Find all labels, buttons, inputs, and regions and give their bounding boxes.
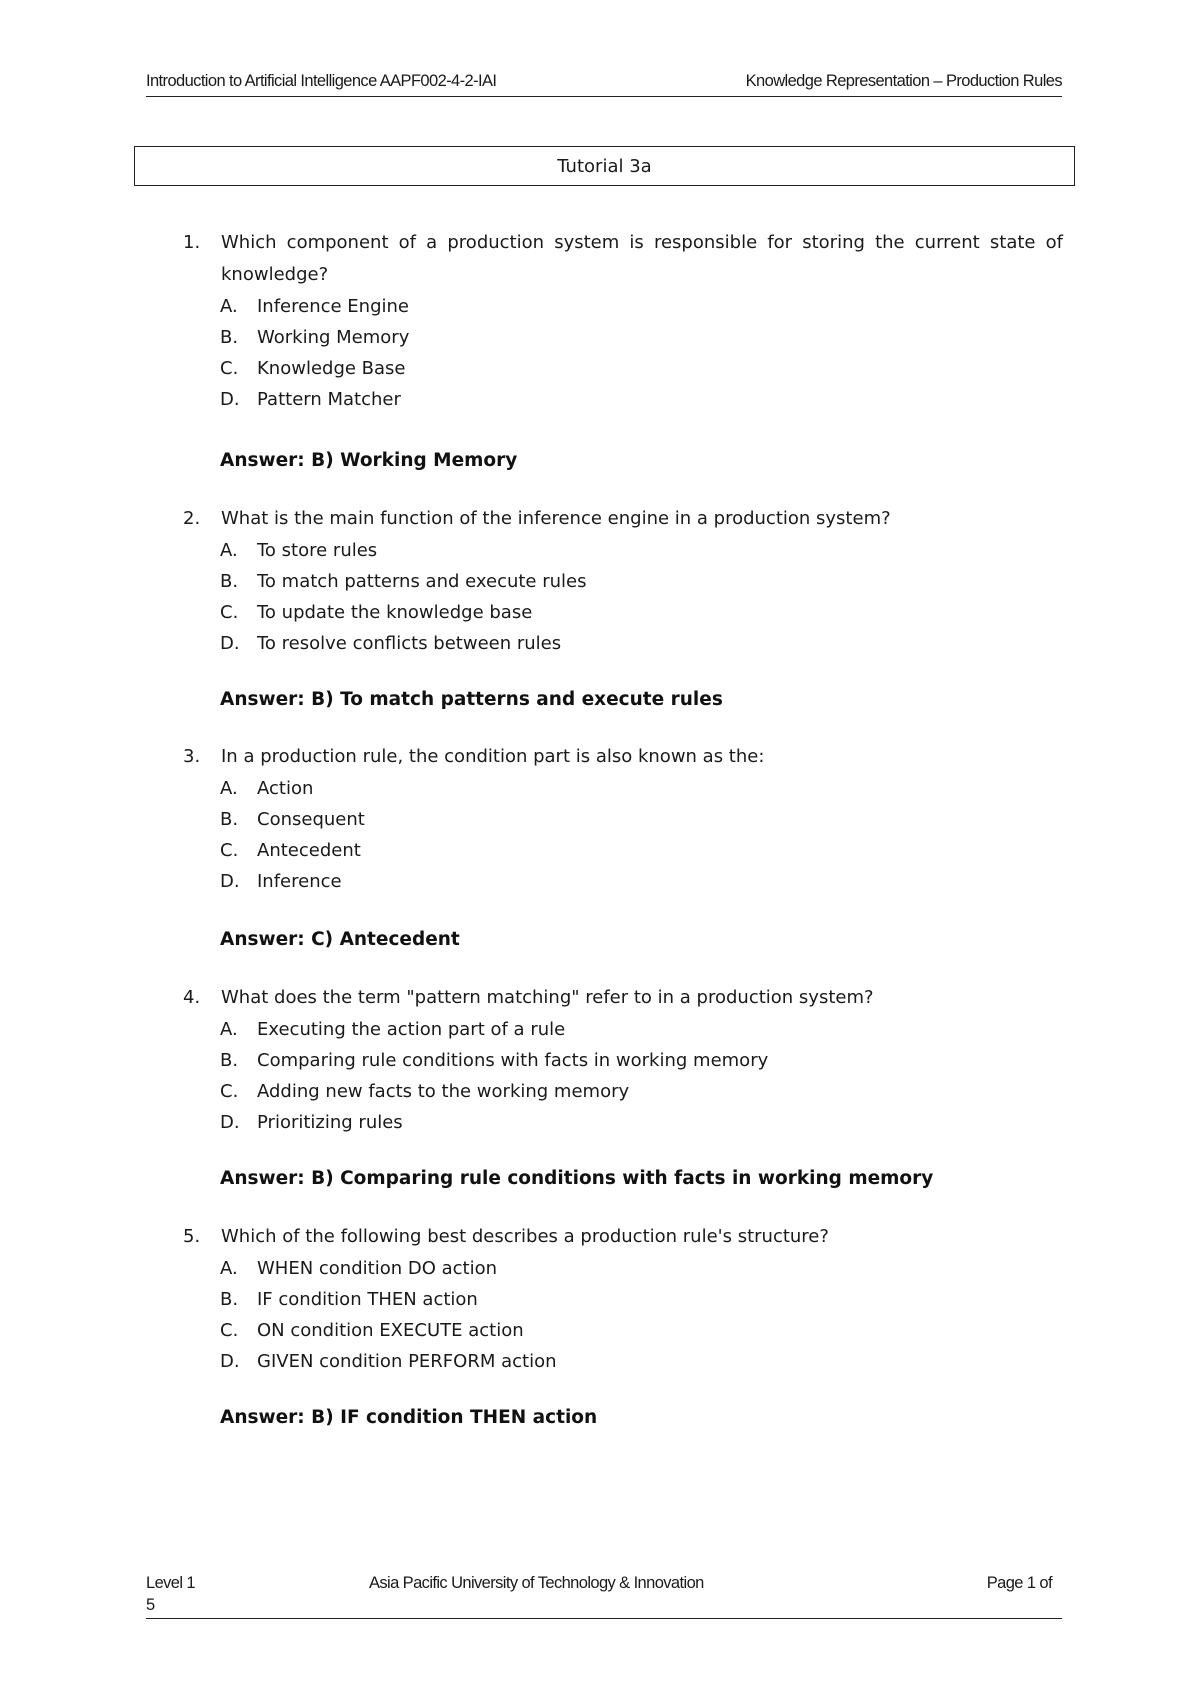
question-stem	[183, 982, 1063, 1014]
option-letter: A.	[220, 778, 238, 799]
option-d	[183, 384, 1063, 415]
option-d	[183, 1346, 1063, 1377]
option-b	[183, 566, 1063, 597]
option-d	[183, 1107, 1063, 1138]
option-letter: B.	[220, 1050, 239, 1071]
option-text: WHEN condition DO action	[257, 1258, 497, 1279]
option-letter: A.	[220, 1258, 238, 1279]
question-4	[183, 982, 1063, 1138]
question-text: What does the term "pattern matching" refer to in a production system?	[221, 987, 874, 1008]
option-d	[183, 628, 1063, 659]
option-c	[183, 835, 1063, 866]
option-letter: C.	[220, 602, 239, 623]
option-letter: B.	[220, 1289, 239, 1310]
option-text: To store rules	[257, 540, 378, 561]
option-text: Pattern Matcher	[257, 389, 401, 410]
footer-level-number: 5	[146, 1596, 155, 1614]
answer-4: Answer: B) Comparing rule conditions with facts in working memory	[220, 1168, 934, 1189]
option-text: Inference	[257, 871, 342, 892]
option-letter: C.	[220, 358, 239, 379]
option-text: Executing the action part of a rule	[257, 1019, 566, 1040]
answer-5: Answer: B) IF condition THEN action	[220, 1407, 598, 1428]
option-letter: C.	[220, 1081, 239, 1102]
option-b	[183, 1284, 1063, 1315]
option-text: ON condition EXECUTE action	[257, 1320, 524, 1341]
footer-level: Level 1	[146, 1574, 196, 1592]
option-text: IF condition THEN action	[257, 1289, 478, 1310]
tutorial-title-box	[134, 146, 1075, 186]
question-text: Which component of a production system is responsible for storing the current state of knowledge?	[221, 232, 1063, 285]
option-a	[183, 291, 1063, 322]
option-b	[183, 1045, 1063, 1076]
footer-institution: Asia Pacific University of Technology & Innovation	[369, 1574, 704, 1592]
question-number: 1.	[183, 232, 201, 253]
option-c	[183, 1076, 1063, 1107]
question-5	[183, 1221, 1063, 1377]
option-letter: A.	[220, 1019, 238, 1040]
question-text: Which of the following best describes a production rule's structure?	[221, 1226, 829, 1247]
option-letter: D.	[220, 1351, 240, 1372]
option-a	[183, 773, 1063, 804]
option-a	[183, 1014, 1063, 1045]
question-3	[183, 741, 1063, 897]
question-text: In a production rule, the condition part is also known as the:	[221, 746, 765, 767]
question-2	[183, 503, 1063, 659]
question-stem	[183, 227, 1063, 291]
tutorial-title: Tutorial 3a	[557, 155, 652, 177]
option-text: To match patterns and execute rules	[257, 571, 587, 592]
question-text: What is the main function of the inference engine in a production system?	[221, 508, 891, 529]
option-text: Action	[257, 778, 314, 799]
option-text: Inference Engine	[257, 296, 409, 317]
header-topic: Knowledge Representation – Production Rules	[745, 72, 1062, 90]
question-number: 3.	[183, 746, 201, 767]
option-letter: D.	[220, 1112, 240, 1133]
option-text: Working Memory	[257, 327, 410, 348]
option-text: Prioritizing rules	[257, 1112, 403, 1133]
option-c	[183, 597, 1063, 628]
page-footer	[146, 1572, 1062, 1619]
option-letter: A.	[220, 540, 238, 561]
option-letter: D.	[220, 633, 240, 654]
option-b	[183, 322, 1063, 353]
option-a	[183, 535, 1063, 566]
option-text: Knowledge Base	[257, 358, 406, 379]
option-letter: B.	[220, 809, 239, 830]
option-letter: B.	[220, 327, 239, 348]
question-stem	[183, 503, 1063, 535]
question-stem	[183, 1221, 1063, 1253]
question-number: 5.	[183, 1226, 201, 1247]
option-text: Adding new facts to the working memory	[257, 1081, 630, 1102]
option-text: To resolve conflicts between rules	[257, 633, 562, 654]
question-number: 4.	[183, 987, 201, 1008]
page-header	[146, 72, 1062, 97]
footer-page-number: Page 1 of	[986, 1574, 1052, 1592]
option-text: To update the knowledge base	[257, 602, 533, 623]
option-letter: C.	[220, 840, 239, 861]
answer-2: Answer: B) To match patterns and execute rules	[220, 689, 723, 710]
option-letter: C.	[220, 1320, 239, 1341]
option-b	[183, 804, 1063, 835]
option-c	[183, 1315, 1063, 1346]
option-text: Antecedent	[257, 840, 361, 861]
question-stem	[183, 741, 1063, 773]
answer-1: Answer: B) Working Memory	[220, 450, 518, 471]
option-letter: A.	[220, 296, 238, 317]
answer-3: Answer: C) Antecedent	[220, 929, 460, 950]
option-d	[183, 866, 1063, 897]
option-letter: D.	[220, 871, 240, 892]
question-1	[183, 227, 1063, 415]
option-letter: D.	[220, 389, 240, 410]
option-a	[183, 1253, 1063, 1284]
option-letter: B.	[220, 571, 239, 592]
option-c	[183, 353, 1063, 384]
header-course-title: Introduction to Artificial Intelligence AAPF002-4-2-IAI	[146, 72, 497, 90]
question-number: 2.	[183, 508, 201, 529]
option-text: Comparing rule conditions with facts in working memory	[257, 1050, 769, 1071]
option-text: Consequent	[257, 809, 365, 830]
option-text: GIVEN condition PERFORM action	[257, 1351, 557, 1372]
